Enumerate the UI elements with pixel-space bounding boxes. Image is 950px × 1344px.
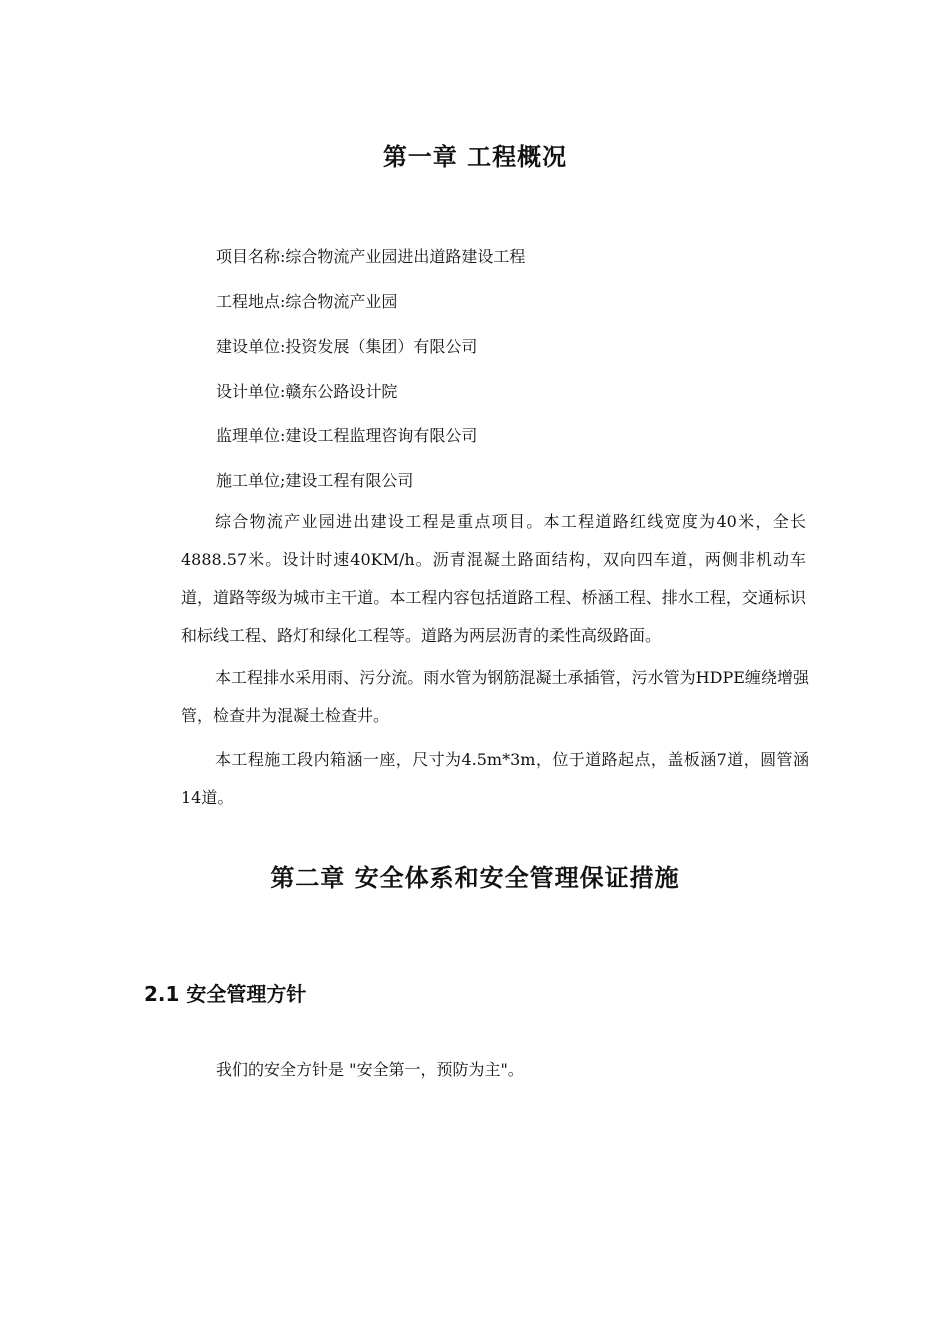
chapter-1-title: 第一章 工程概况: [382, 143, 568, 171]
info-designer: 设计单位:赣东公路设计院: [216, 382, 398, 401]
section-2-1-title: 2.1 安全管理方针: [144, 982, 307, 1006]
culvert-paragraph: 本工程施工段内箱涵一座，尺寸为4.5m*3m，位于道路起点，盖板涵7道，圆管涵14道。: [181, 750, 809, 807]
overview-paragraph: 综合物流产业园进出建设工程是重点项目。本工程道路红线宽度为40米，全长4888.57米。设计时速40KM/h。沥青混凝土路面结构，双向四车道，两侧非机动车道，道路等级为城市主干道。本工程内容包括道路工程、桥涵工程、排水工程，交通标识和标线工程、路灯和绿化工程等。道路为两层沥青的柔性高级路面。: [181, 512, 806, 645]
safety-policy-text: 我们的安全方针是 "安全第一，预防为主"。: [216, 1060, 524, 1079]
drainage-paragraph: 本工程排水采用雨、污分流。雨水管为钢筋混凝土承插管，污水管为HDPE缠绕增强管，检查井为混凝土检查井。: [181, 668, 809, 725]
info-location: 工程地点:综合物流产业园: [216, 292, 398, 311]
info-contractor: 施工单位;建设工程有限公司: [216, 471, 414, 490]
info-owner: 建设单位:投资发展（集团）有限公司: [216, 337, 478, 356]
chapter-2-title: 第二章 安全体系和安全管理保证措施: [270, 864, 680, 892]
info-project-name: 项目名称:综合物流产业园进出道路建设工程: [216, 247, 526, 266]
info-supervisor: 监理单位:建设工程监理咨询有限公司: [216, 426, 478, 445]
